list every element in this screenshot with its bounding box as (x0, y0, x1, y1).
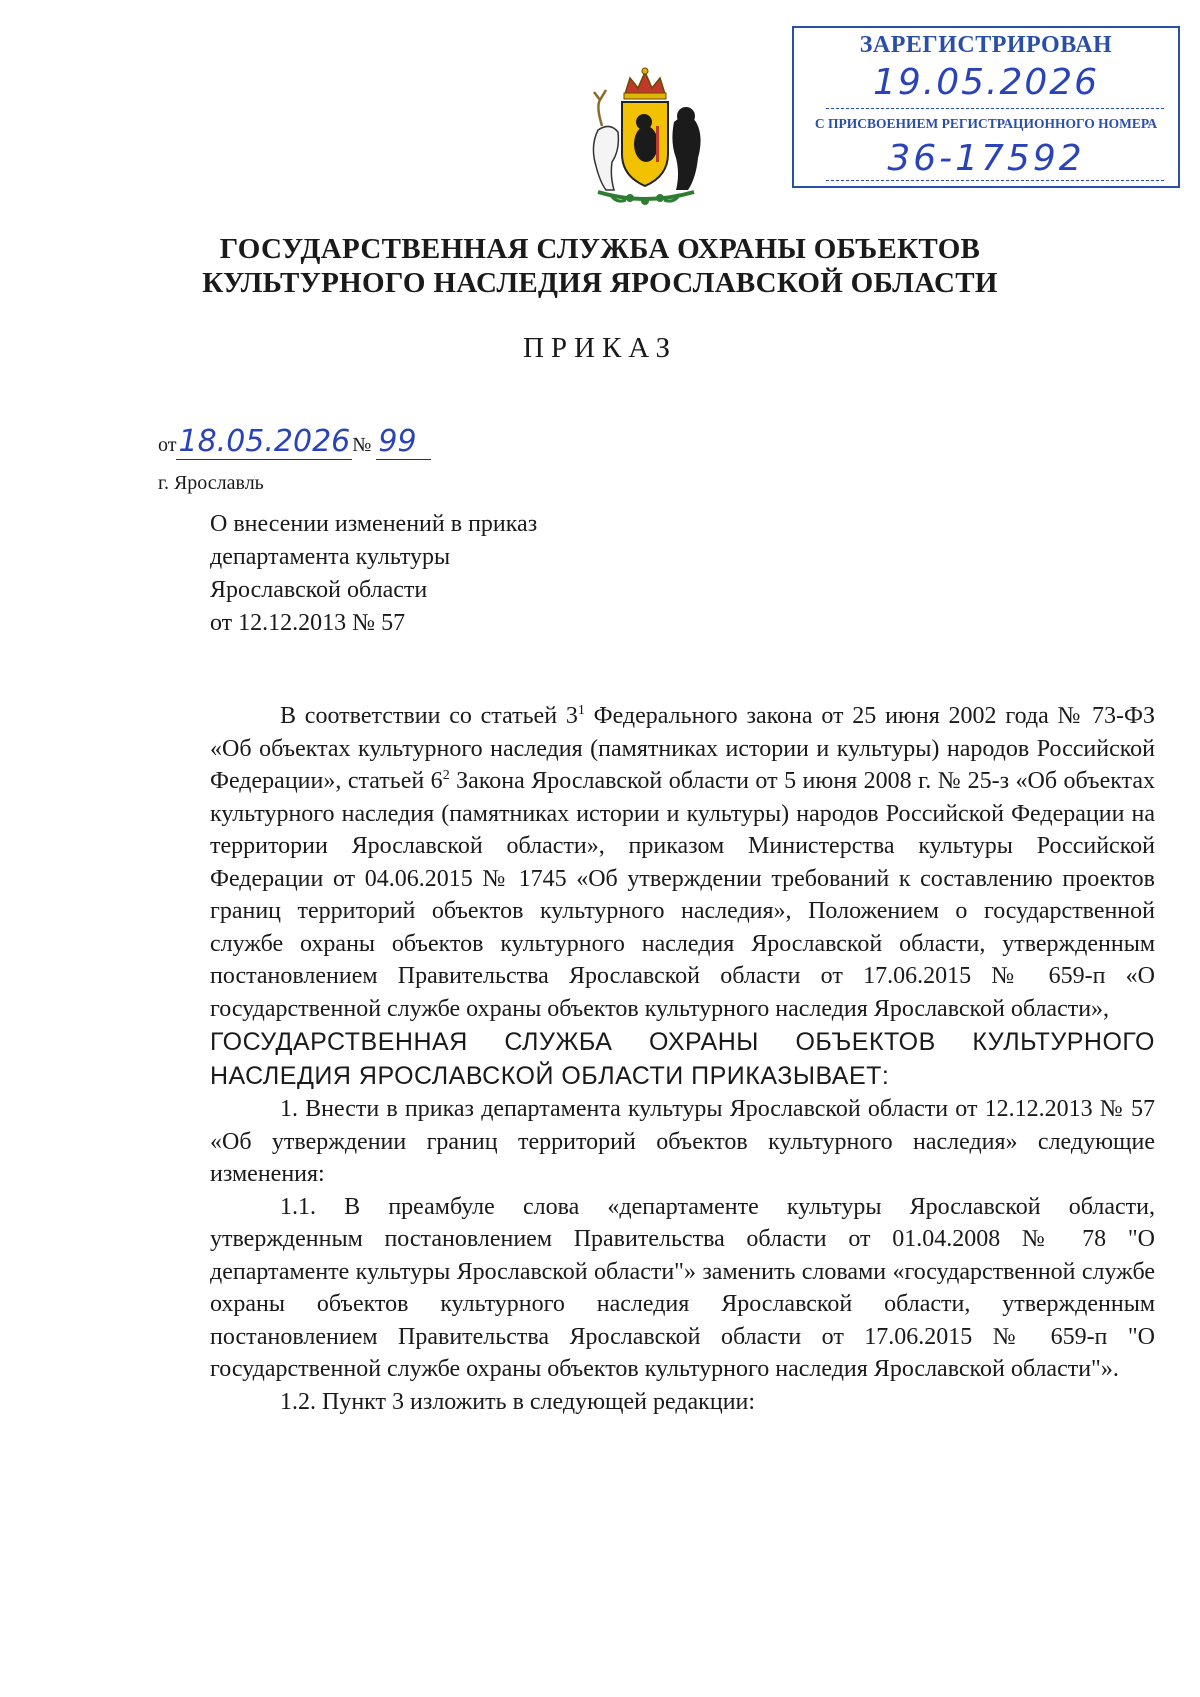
number-label: № (352, 434, 372, 456)
order-handwritten-number: 99 (376, 424, 430, 460)
order-date-number (158, 424, 431, 459)
superscript: 2 (442, 768, 450, 783)
organization-name-line-2: КУЛЬТУРНОГО НАСЛЕДИЯ ЯРОСЛАВСКОЙ ОБЛАСТИ (202, 267, 998, 299)
from-label: от (158, 434, 177, 456)
stamp-date-line (826, 108, 1164, 109)
order-body (210, 700, 1155, 1418)
subject-line: от 12.12.2013 № 57 (210, 610, 406, 636)
subject-line: Ярославской области (210, 577, 428, 603)
organization-name-line-1: ГОСУДАРСТВЕННАЯ СЛУЖБА ОХРАНЫ ОБЪЕКТОВ (219, 233, 981, 265)
order-subject (210, 508, 537, 640)
stamp-number-line (826, 180, 1164, 181)
order-handwritten-date: 18.05.2026 (178, 424, 351, 459)
organization-name (0, 232, 1200, 300)
subject-line: департамента культуры (210, 544, 451, 570)
city: г. Ярославль (158, 472, 264, 494)
superscript: 1 (577, 703, 585, 718)
preamble-paragraph (210, 700, 1155, 1025)
stamp-label: С ПРИСВОЕНИЕМ РЕГИСТРАЦИОННОГО НОМЕРА (814, 116, 1158, 131)
orders-heading: ГОСУДАРСТВЕННАЯ СЛУЖБА ОХРАНЫ ОБЪЕКТОВ КУЛЬТУРНОГО НАСЛЕДИЯ ЯРОСЛАВСКОЙ ОБЛАСТИ ПРИКАЗЫВАЕТ: (210, 1028, 1155, 1090)
stamp-handwritten-date: 19.05.2026 (872, 62, 1100, 103)
stamp-handwritten-number: 36-17592 (887, 138, 1085, 179)
item-1-2: 1.2. Пункт 3 изложить в следующей редакции: (280, 1388, 756, 1415)
document-type: ПРИКАЗ (522, 332, 678, 364)
item-1: 1. Внести в приказ департамента культуры Ярославской области от 12.12.2013 № 57 «Об утверждении границ территорий объектов культурного наследия» следующие изменения: (210, 1096, 1155, 1187)
preamble-text-b: Федерального закона от 25 июня 2002 года № 73-ФЗ «Об объектах культурного наследия (памятниках истории и культуры) народов Российской Федерации», статьей 6 (210, 703, 1155, 794)
coat-of-arms-icon (570, 66, 720, 216)
preamble-text-a: В соответствии со статьей 3 (280, 703, 578, 729)
preamble-text-c: Закона Ярославской области от 5 июня 2008 г. № 25-з «Об объектах культурного наследия (памятниках истории и культуры) народов Российской Федерации на территории Ярославской области», приказом Министерства культуры Российской Федерации от 04.06.2015 № 1745 «Об утверждении требований к составлению проектов границ территорий объектов культурного наследия», Положением о государственной службе охраны объектов культурного наследия Ярославской области, утвержденным постановлением Правительства Ярославской области от 17.06.2015 № 659-п «О государственной службе охраны объектов культурного наследия Ярославской области», (210, 768, 1155, 1022)
subject-line: О внесении изменений в приказ (210, 511, 538, 537)
item-1-1: 1.1. В преамбуле слова «департаменте культуры Ярославской области, утвержденным постановлением Правительства области от 01.04.2008 № 78 "О департаменте культуры Ярославской области"» заменить словами «государственной службе охраны объектов культурного наследия Ярославской области, утвержденным постановлением Правительства Ярославской области от 17.06.2015 № 659-п "О государственной службе охраны объектов культурного наследия Ярославской области"». (210, 1193, 1155, 1382)
registration-stamp (792, 26, 1180, 188)
stamp-title: ЗАРЕГИСТРИРОВАН (859, 32, 1113, 58)
